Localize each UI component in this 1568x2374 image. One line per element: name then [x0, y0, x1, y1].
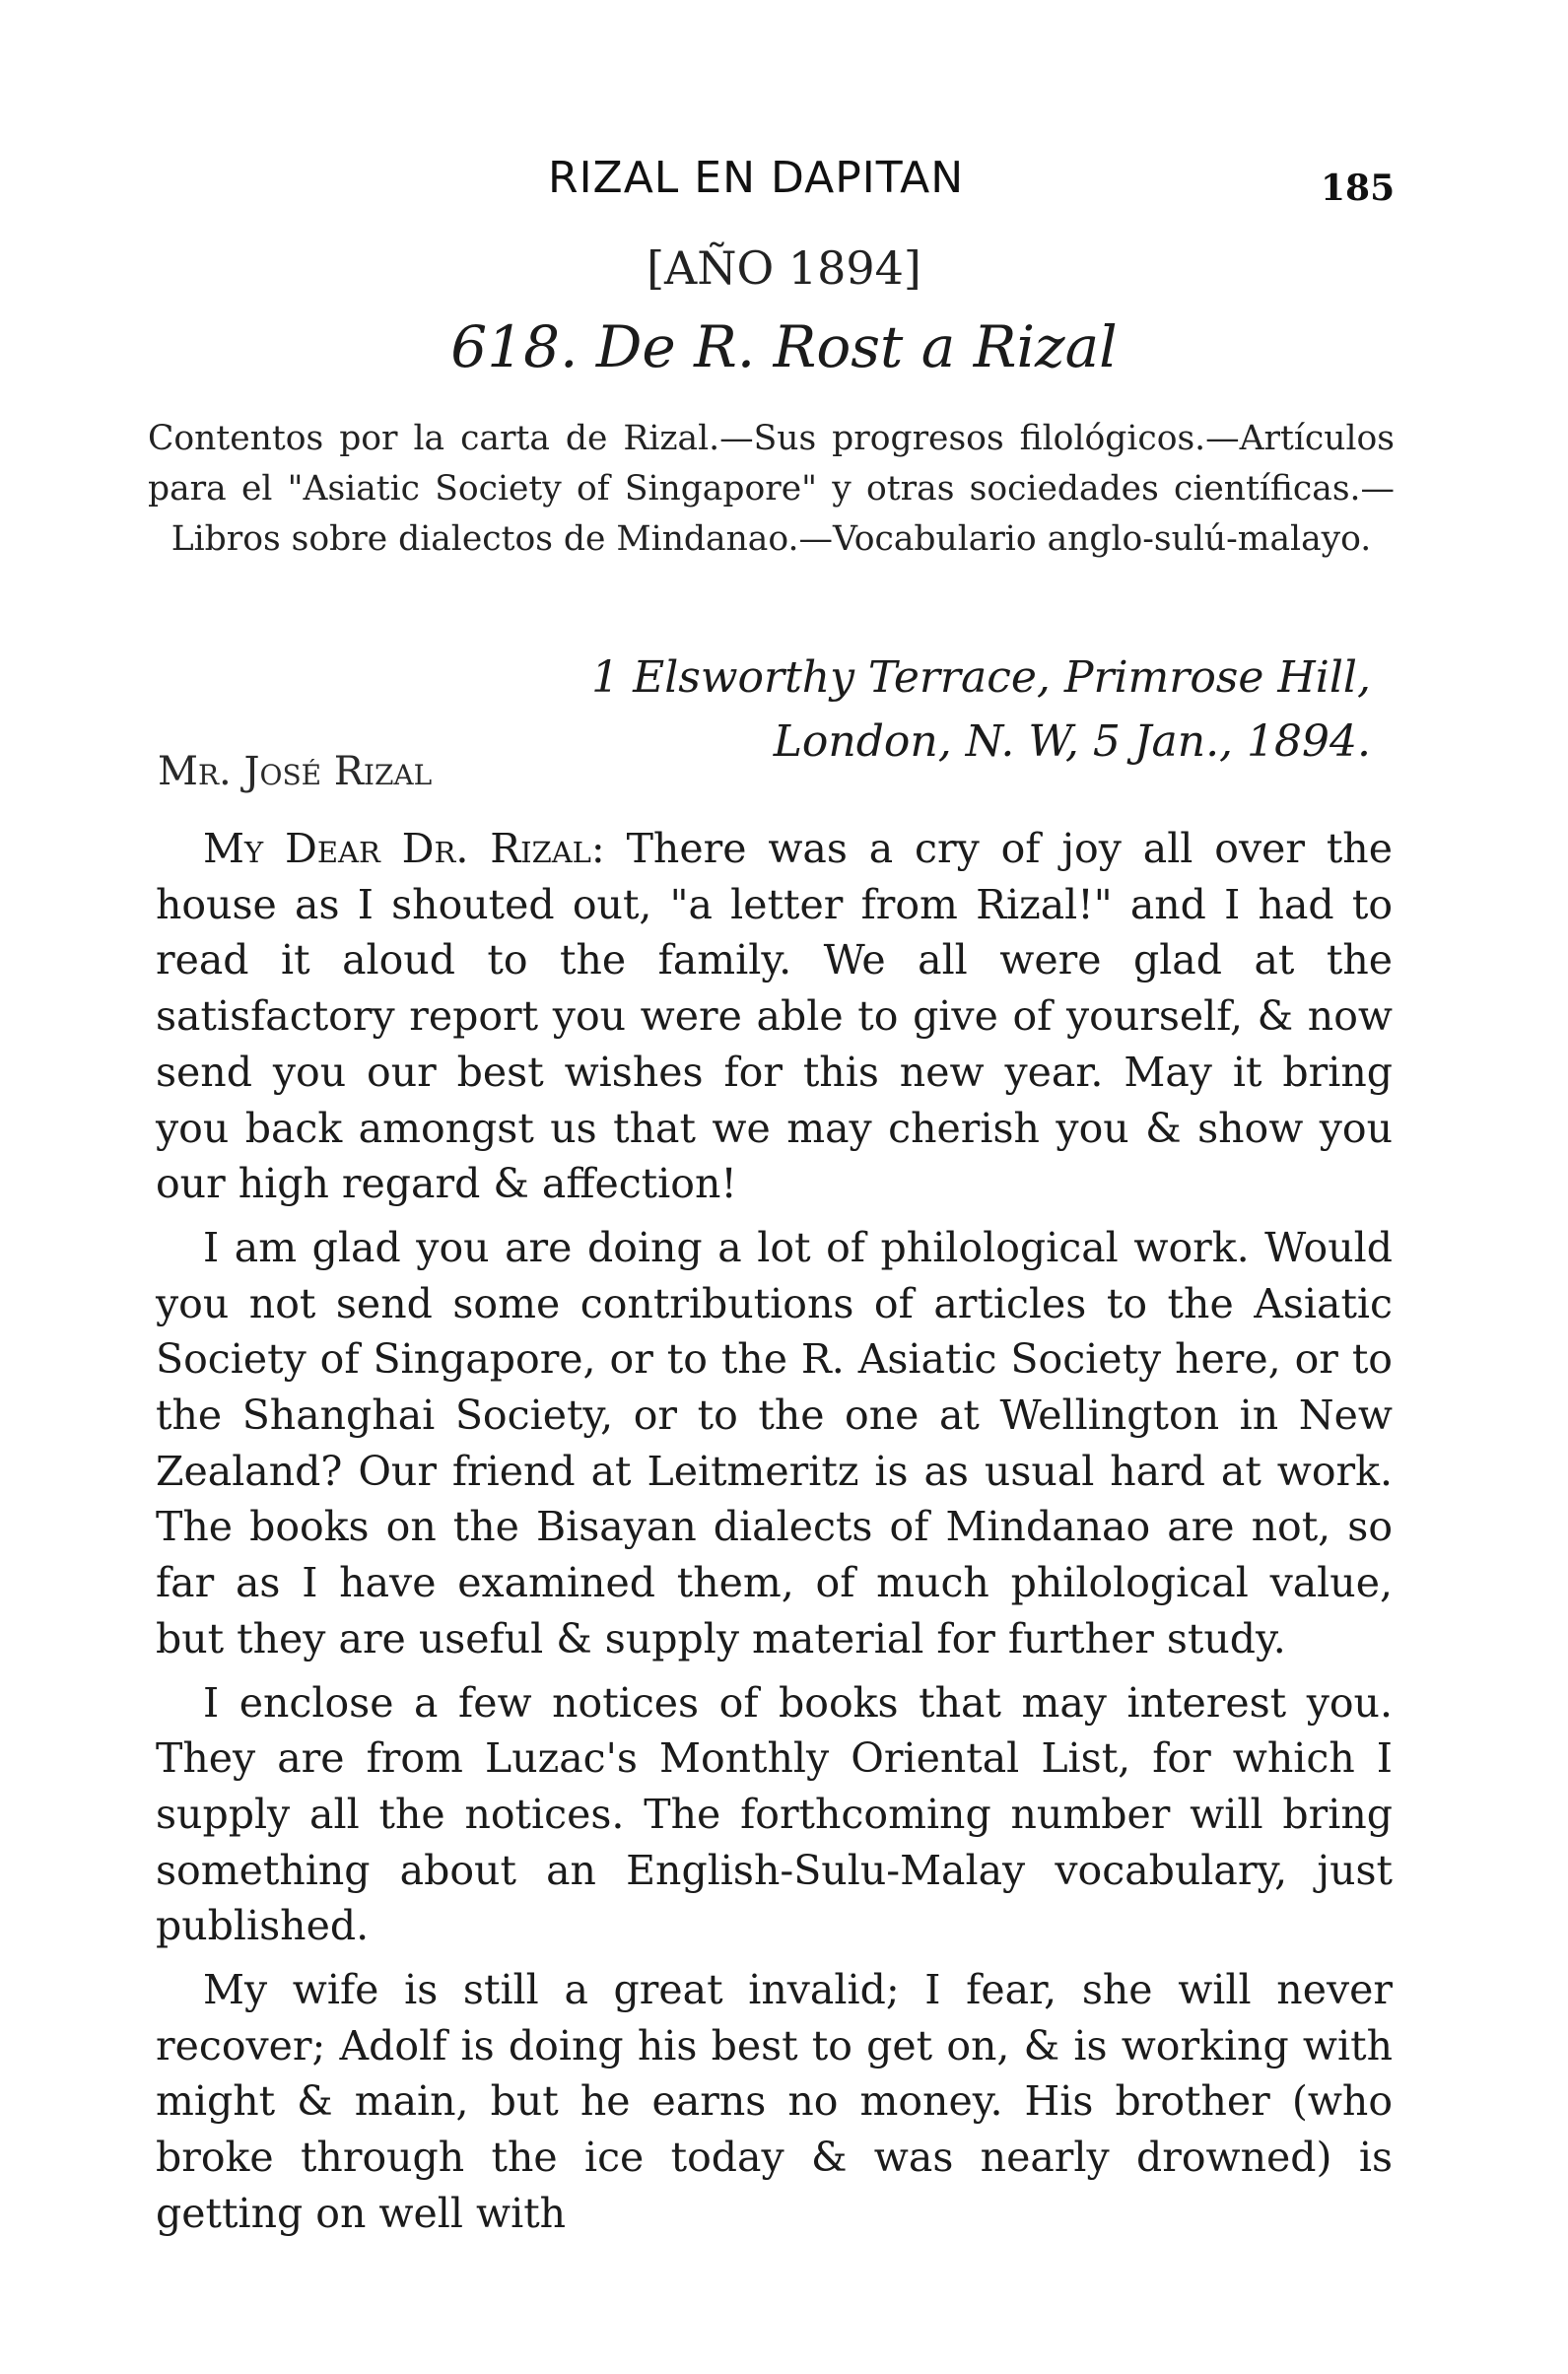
letter-body — [156, 821, 1393, 2242]
recipient-name: Mr. José Rizal — [158, 749, 433, 794]
letter-paragraph-1 — [156, 821, 1393, 1212]
page-number: 185 — [1321, 168, 1396, 209]
address-line-1: 1 Elsworthy Terrace, Primrose Hill, — [591, 652, 1371, 703]
letter-paragraph-4: My wife is still a great invalid; I fear, she will never recover; Adolf is doing his best to get on, & is working with might & main, but he earns no money. His brother (who broke through the ice today & was nearly drowned) is getting on well with — [156, 1966, 1393, 2237]
letter-paragraph-2: I am glad you are doing a lot of philological work. Would you not send some contributions of articles to the Asiatic Society of Singapore, or to the R. Asiatic Society here, or to the Shanghai Society, or to the one at Wellington in New Zealand? Our friend at Leitmeritz is as usual hard at work. The books on the Bisayan dialects of Mindanao are not, so far as I have examined them, of much philological value, but they are useful & supply material for further study. — [156, 1223, 1393, 1662]
running-head-title: RIZAL EN DAPITAN — [548, 153, 965, 203]
address-line-2: London, N. W, 5 Jan., 1894. — [773, 716, 1371, 767]
letter-summary: Contentos por la carta de Rizal.—Sus progresos filológicos.—Artículos para el "Asiatic Society of Singapore" y otras sociedades científicas.—Libros sobre dialectos de Mindanao.—Vocabulario anglo-sulú-malayo. — [148, 419, 1395, 559]
salutation: My Dear Dr. Rizal — [203, 825, 591, 872]
paragraph-text: : There was a cry of joy all over the house as I shouted out, "a letter from Rizal!" and I had to read it aloud to the family. We all were glad at the satisfactory report you were able to give of yourself, & now send you our best wishes for this new year. May it bring you back amongst us that we may cherish you & show you our high regard & affection! — [156, 825, 1393, 1208]
letter-title: 618. De R. Rost a Rizal — [450, 313, 1118, 380]
letter-paragraph-3: I enclose a few notices of books that may interest you. They are from Luzac's Monthly Oriental List, for which I supply all the notices. The forthcoming number will bring something about an English-Sulu-Malay vocabulary, just published. — [156, 1678, 1393, 1950]
sender-address — [591, 645, 1371, 774]
year-heading: [AÑO 1894] — [647, 241, 921, 295]
